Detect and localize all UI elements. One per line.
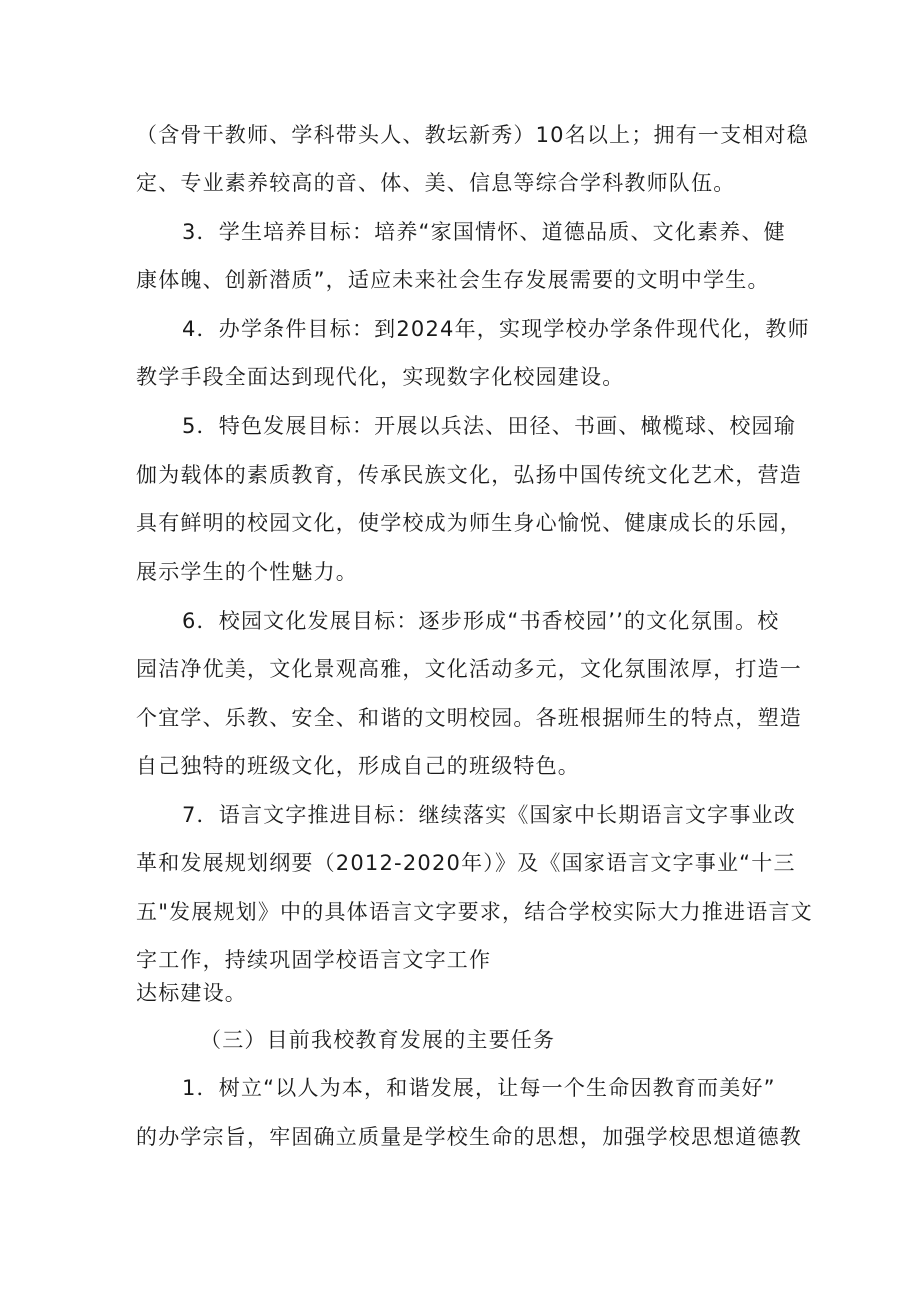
paragraph-line: 自己独特的班级文化，形成自己的班级特色。	[136, 754, 580, 778]
paragraph-line: 7．语言文字推进目标：继续落实《国家中长期语言文字事业改	[182, 803, 796, 827]
paragraph-line: 园洁净优美，文化景观高雅，文化活动多元，文化氛围浓厚，打造一	[136, 657, 802, 681]
paragraph-line: 教学手段全面达到现代化，实现数字化校园建设。	[136, 365, 625, 389]
paragraph-line: 具有鲜明的校园文化，使学校成为师生身心愉悦、健康成长的乐园，	[136, 511, 802, 535]
paragraph-line: 1．树立“以人为本，和谐发展，让每一个生命因教育而美好”	[182, 1076, 776, 1100]
paragraph-line: 字工作，持续巩固学校语言文字工作	[136, 948, 492, 972]
paragraph-line: 6．校园文化发展目标：逐步形成“书香校园’’的文化氛围。校	[182, 609, 780, 633]
paragraph-line: 4．办学条件目标：到2024年，实现学校办学条件现代化，教师	[182, 317, 810, 341]
paragraph-line: 展示学生的个性魅力。	[136, 560, 358, 584]
paragraph-line: 3．学生培养目标：培养“家国情怀、道德品质、文化素养、健	[182, 220, 786, 244]
paragraph-line: （含骨干教师、学科带头人、教坛新秀）10名以上；拥有一支相对稳	[136, 123, 809, 147]
paragraph-line: 伽为载体的素质教育，传承民族文化，弘扬中国传统文化艺术，营造	[136, 463, 802, 487]
paragraph-line: 康体魄、创新潜质”，适应未来社会生存发展需要的文明中学生。	[136, 268, 770, 292]
paragraph-line: 定、专业素养较高的音、体、美、信息等综合学科教师队伍。	[136, 171, 736, 195]
paragraph-line: 个宜学、乐教、安全、和谐的文明校园。各班根据师生的特点，塑造	[136, 706, 802, 730]
section-heading: （三）目前我校教育发展的主要任务	[200, 1028, 556, 1052]
paragraph-line: 的办学宗旨，牢固确立质量是学校生命的思想，加强学校思想道德教	[136, 1125, 802, 1149]
paragraph-line: 5．特色发展目标：开展以兵法、田径、书画、橄榄球、校园瑜	[182, 414, 796, 438]
paragraph-line: 革和发展规划纲要（2012-2020年）》及《国家语言文字事业“十三	[136, 851, 796, 875]
paragraph-line: 达标建设。	[136, 981, 247, 1005]
paragraph-line: 五"发展规划》中的具体语言文字要求，结合学校实际大力推进语言文	[136, 900, 813, 924]
